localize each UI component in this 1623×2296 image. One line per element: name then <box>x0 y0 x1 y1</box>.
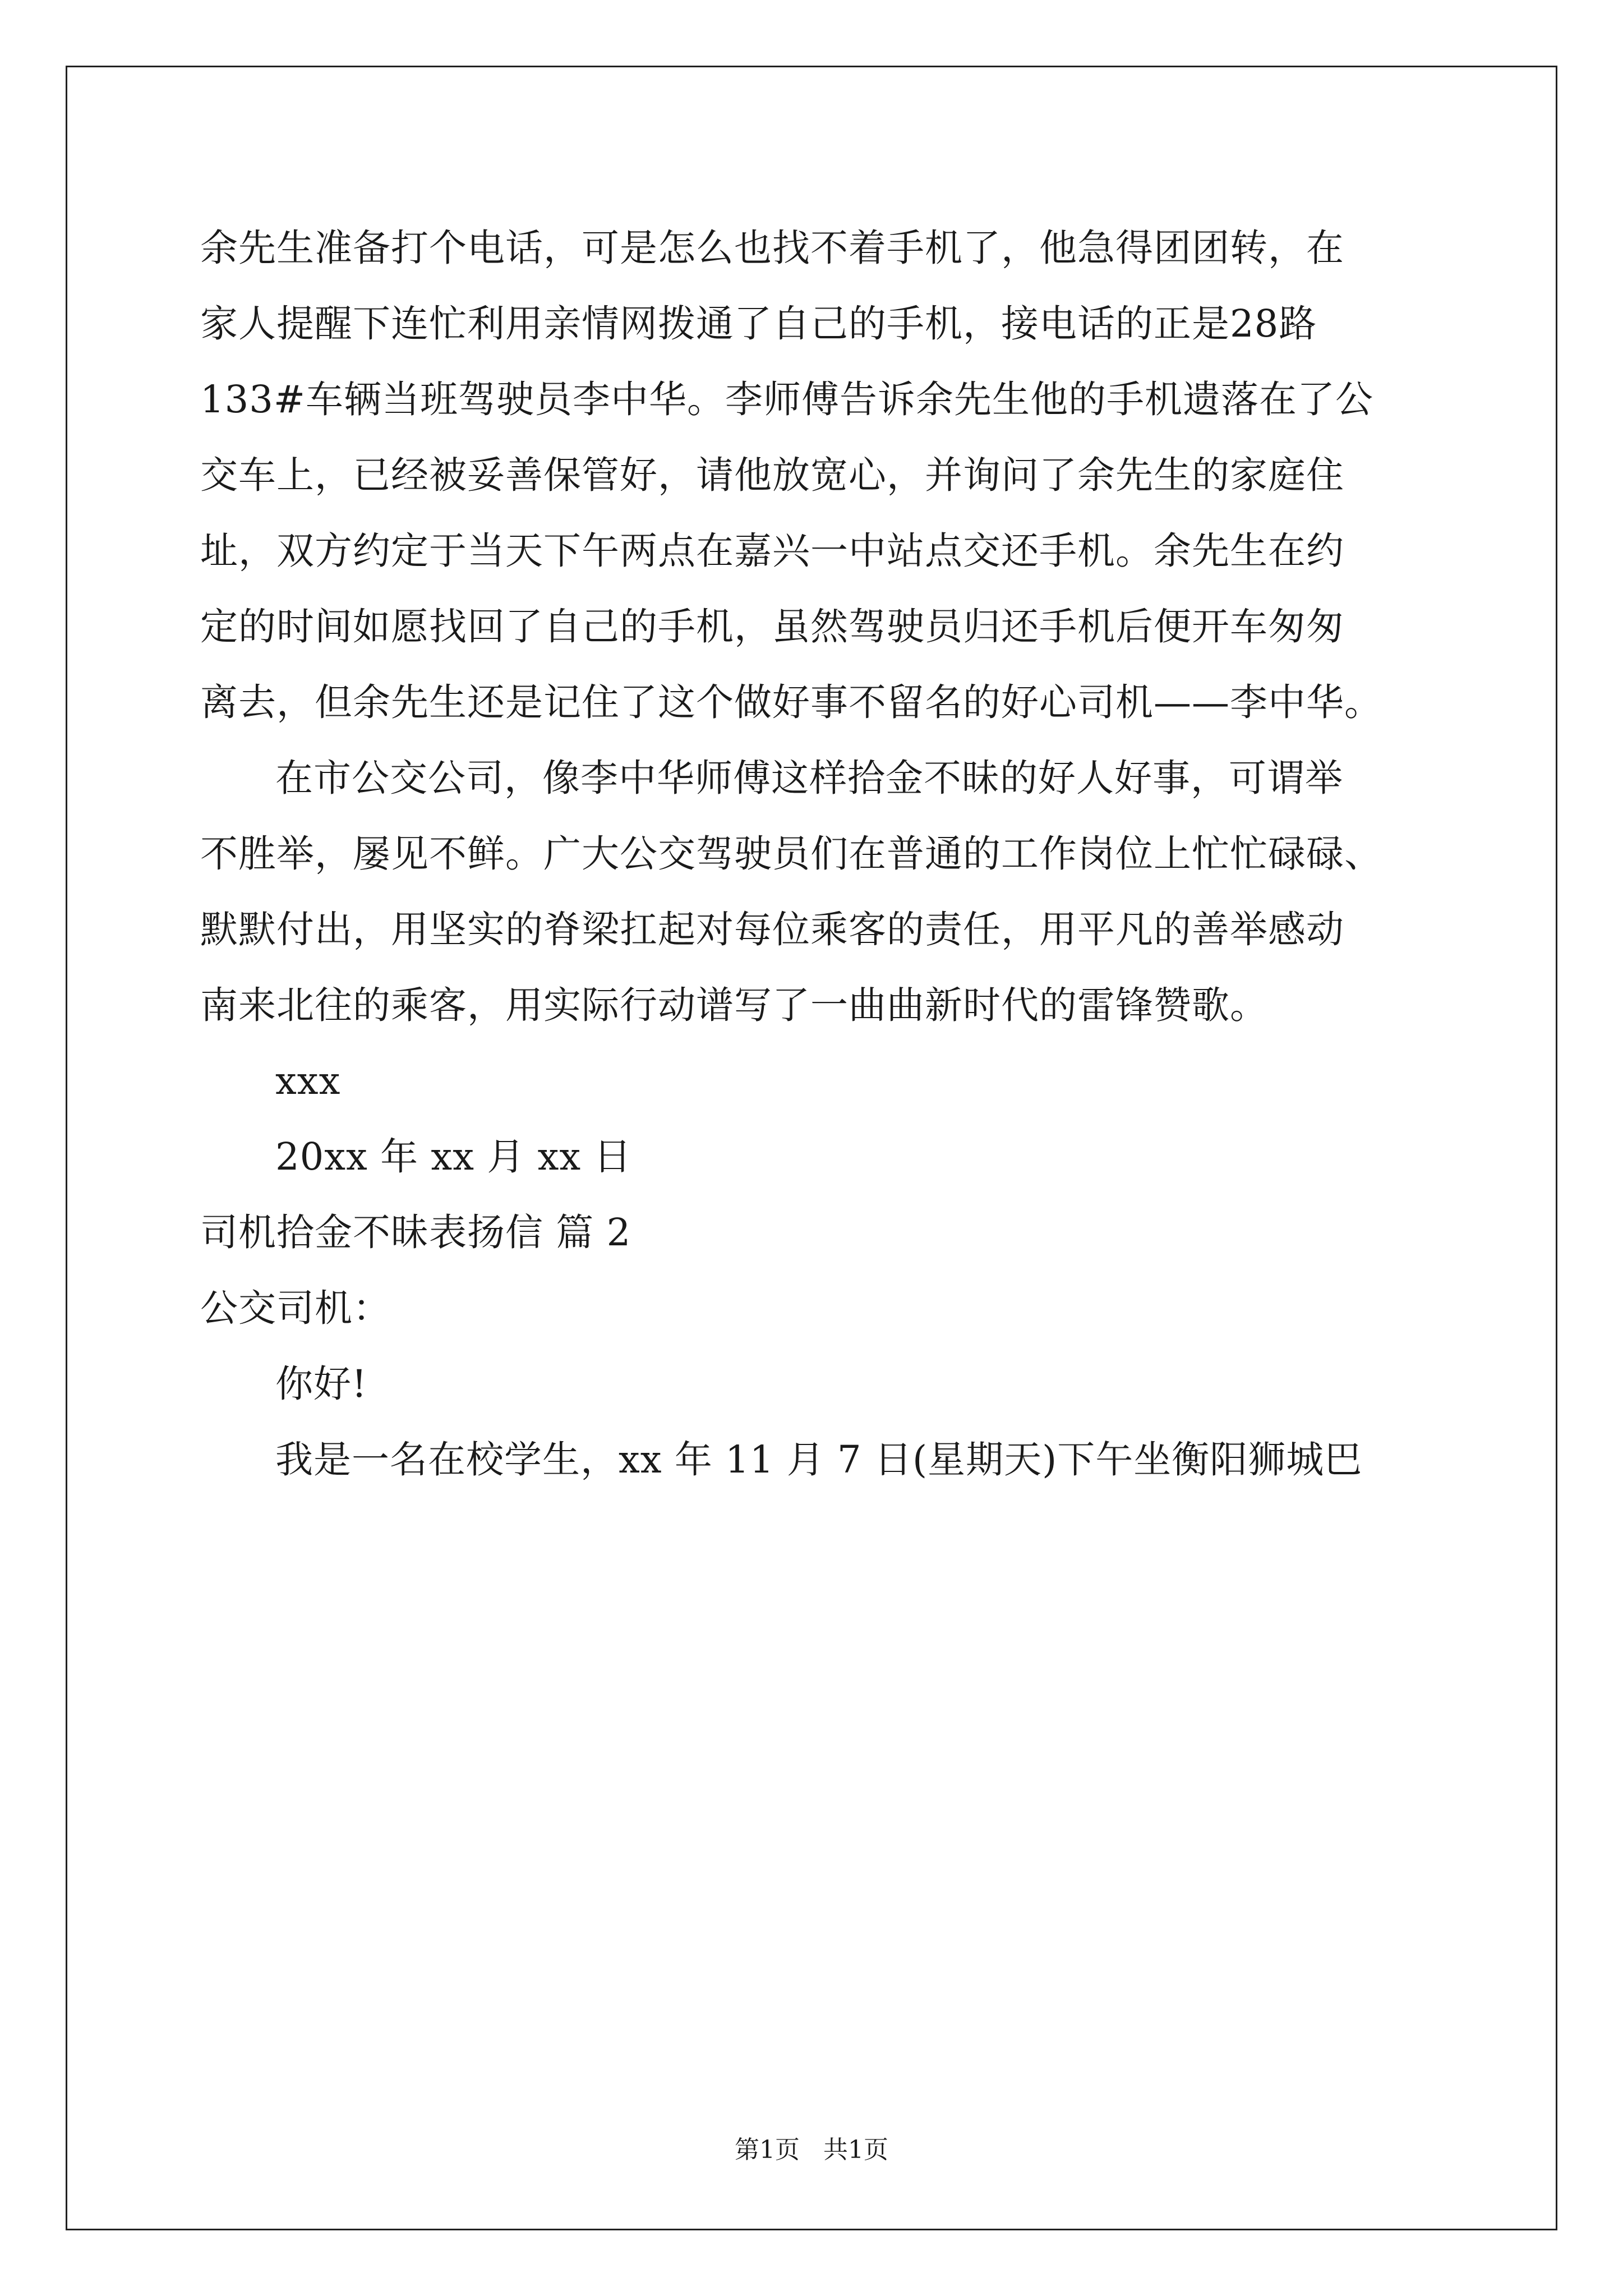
paragraph-line: 离去，但余先生还是记住了这个做好事不留名的好心司机——李中华。 <box>200 680 1382 724</box>
paragraph-line: 定的时间如愿找回了自己的手机，虽然驾驶员归还手机后便开车匆匆 <box>200 605 1344 648</box>
paragraph-line: 我是一名在校学生，xx 年 11 月 7 日(星期天)下午坐衡阳狮城巴 <box>275 1438 1363 1481</box>
greeting: 你好! <box>275 1362 367 1406</box>
salutation: 公交司机： <box>200 1286 391 1330</box>
paragraph-line: 不胜举，屡见不鲜。广大公交驾驶员们在普通的工作岗位上忙忙碌碌、 <box>200 832 1382 876</box>
paragraph-line: 交车上，已经被妥善保管好，请他放宽心，并询问了余先生的家庭住 <box>200 453 1344 497</box>
paragraph-line: 在市公交公司，像李中华师傅这样拾金不昧的好人好事，可谓举 <box>275 756 1343 800</box>
paragraph-line: 南来北往的乘客，用实际行动谱写了一曲曲新时代的雷锋赞歌。 <box>200 983 1268 1027</box>
paragraph-line: 默默付出，用坚实的脊梁扛起对每位乘客的责任，用平凡的善举感动 <box>200 908 1344 951</box>
signature: xxx <box>275 1059 341 1103</box>
section-heading: 司机拾金不昧表扬信 篇 2 <box>200 1211 631 1254</box>
paragraph-line: 家人提醒下连忙利用亲情网拨通了自己的手机，接电话的正是28路 <box>200 302 1317 346</box>
page-footer: 第1页 共1页 <box>735 2136 888 2164</box>
paragraph-line: 133#车辆当班驾驶员李中华。李师傅告诉余先生他的手机遗落在了公 <box>200 378 1374 421</box>
date-line: 20xx 年 xx 月 xx 日 <box>275 1135 632 1179</box>
document-body <box>200 210 1417 1498</box>
paragraph-line: 址，双方约定于当天下午两点在嘉兴一中站点交还手机。余先生在约 <box>200 529 1344 573</box>
paragraph-line: 余先生准备打个电话，可是怎么也找不着手机了，他急得团团转，在 <box>200 226 1344 270</box>
